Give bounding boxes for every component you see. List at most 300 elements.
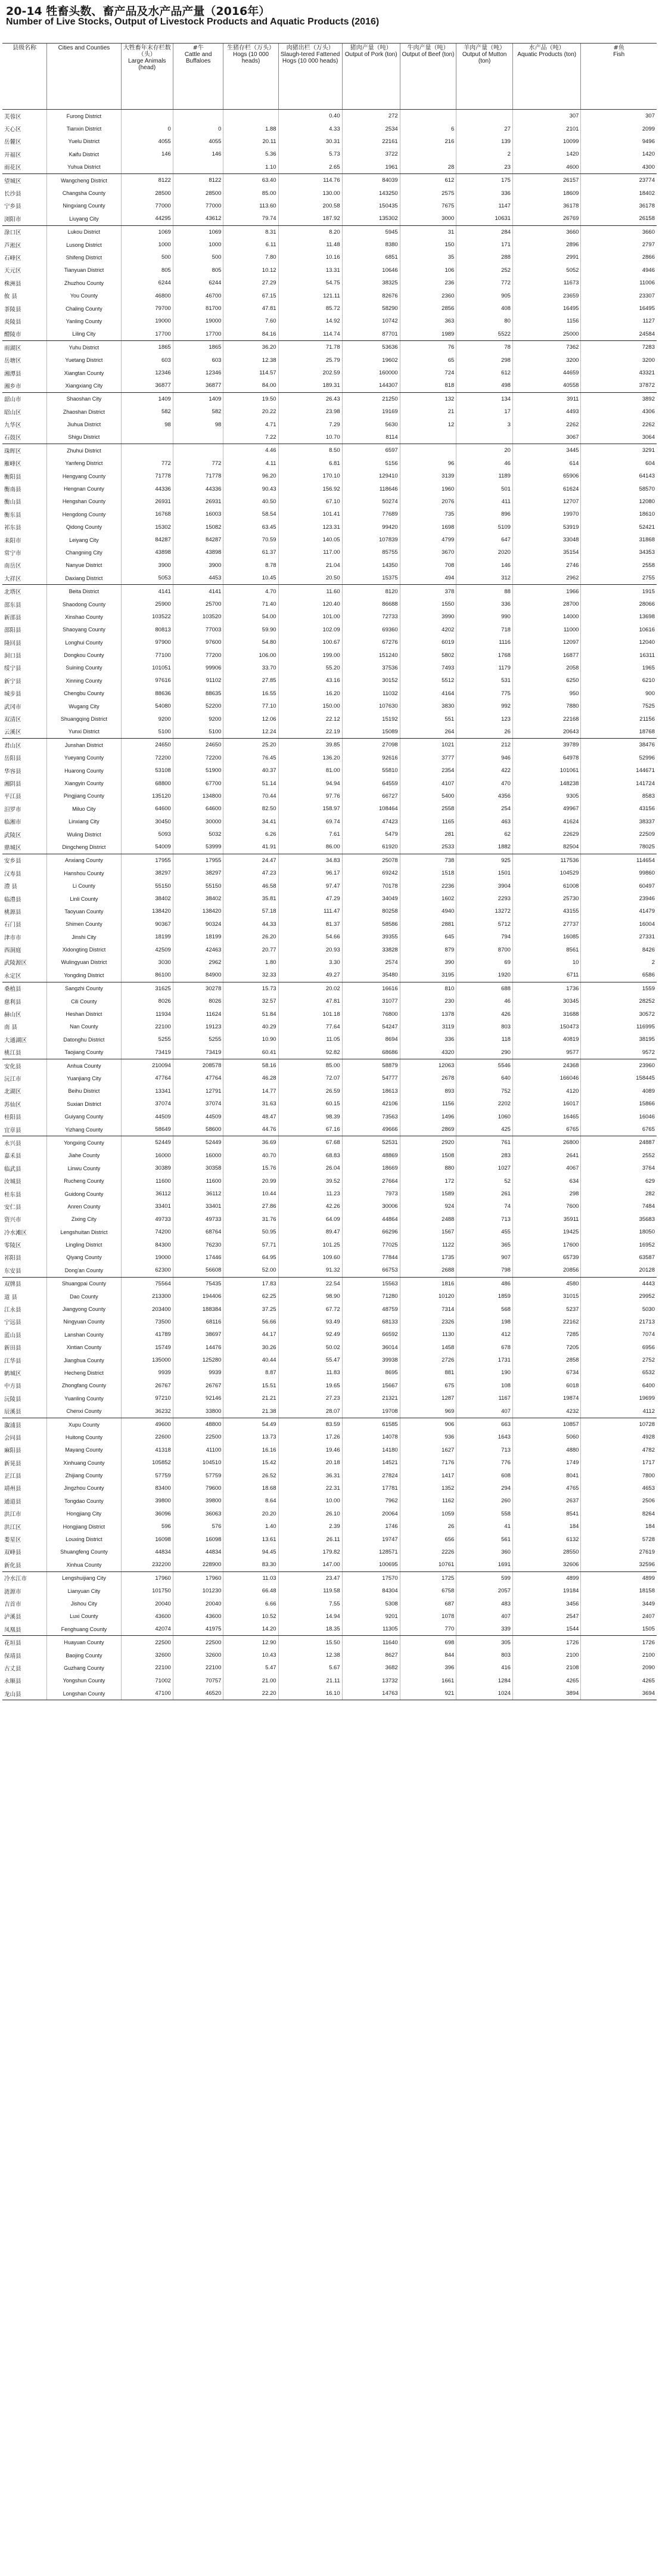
value-cell: 51.84 — [223, 1008, 278, 1020]
value-cell: 1768 — [456, 649, 513, 661]
value-cell: 87701 — [342, 328, 400, 341]
value-cell: 6244 — [121, 277, 173, 289]
county-name-zh: 会同县 — [4, 1434, 21, 1442]
value-cell: 1078 — [400, 1610, 456, 1623]
value-cell: 54.66 — [278, 931, 342, 943]
value-cell: 70.44 — [223, 790, 278, 802]
value-cell: 156.92 — [278, 482, 342, 495]
value-cell: 378 — [400, 585, 456, 598]
value-cell: 2226 — [400, 1546, 456, 1558]
value-cell: 46 — [456, 995, 513, 1008]
value-cell: 26 — [456, 726, 513, 739]
header-row — [2, 44, 657, 110]
column-header — [173, 44, 223, 110]
value-cell: 1567 — [400, 1226, 456, 1238]
value-cell: 3900 — [173, 559, 223, 572]
value-cell: 14000 — [512, 610, 581, 623]
value-cell: 24584 — [581, 328, 657, 341]
table-row — [2, 161, 657, 174]
value-cell: 40.44 — [223, 1354, 278, 1366]
county-name-en: Xupu County — [47, 1418, 121, 1431]
county-name-en: Zixing City — [47, 1213, 121, 1226]
value-cell: 26.43 — [278, 392, 342, 405]
value-cell: 2488 — [400, 1213, 456, 1226]
value-cell: 49666 — [342, 1123, 400, 1136]
value-cell: 11006 — [581, 277, 657, 289]
county-name-en: Nan County — [47, 1021, 121, 1033]
value-cell: 26.52 — [223, 1469, 278, 1481]
county-name-zh: 汨罗市 — [4, 806, 21, 813]
value-cell: 91102 — [173, 674, 223, 687]
value-cell: 19.46 — [278, 1444, 342, 1456]
value-cell: 47100 — [121, 1687, 173, 1700]
value-cell: 20.93 — [278, 943, 342, 956]
county-name-zh: 洞口县 — [4, 653, 21, 660]
table-body — [2, 110, 657, 1700]
value-cell: 81.37 — [278, 918, 342, 931]
value-cell: 40.70 — [223, 1149, 278, 1162]
table-row — [2, 1636, 657, 1649]
table-row — [2, 572, 657, 585]
county-name-zh: 临湘市 — [4, 819, 21, 826]
value-cell: 80 — [456, 315, 513, 327]
value-cell: 62300 — [121, 1264, 173, 1277]
value-cell: 15.42 — [223, 1456, 278, 1469]
county-name-en: Yongding District — [47, 969, 121, 982]
value-cell: 93.49 — [278, 1316, 342, 1328]
county-name-en: Longshan County — [47, 1687, 121, 1700]
county-name-zh: 邵东县 — [4, 602, 21, 609]
value-cell: 36178 — [581, 200, 657, 212]
county-name-zh: 绥宁县 — [4, 665, 21, 672]
value-cell: 25.20 — [223, 739, 278, 752]
value-cell: 26.04 — [278, 1162, 342, 1174]
column-header-en: Slaugh-tered Fattened Hogs (10 000 heads) — [280, 51, 340, 64]
value-cell: 97900 — [121, 636, 173, 649]
table-row — [2, 1661, 657, 1674]
value-cell: 675 — [400, 1380, 456, 1392]
value-cell: 134800 — [173, 790, 223, 802]
value-cell: 10631 — [456, 212, 513, 225]
column-header-zh: #鱼 — [613, 45, 624, 51]
value-cell: 2108 — [512, 1661, 581, 1674]
value-cell: 2641 — [512, 1149, 581, 1162]
value-cell: 30278 — [173, 982, 223, 995]
county-name-zh: 蓝山县 — [4, 1332, 21, 1339]
value-cell: 98.39 — [278, 1110, 342, 1123]
value-cell: 1458 — [400, 1341, 456, 1354]
value-cell: 15089 — [342, 726, 400, 739]
county-name-en: Suxian District — [47, 1098, 121, 1110]
county-name-zh: 九华区 — [4, 422, 21, 429]
value-cell: 4443 — [581, 1277, 657, 1290]
value-cell: 7493 — [400, 662, 456, 674]
county-name-zh: 湘阴县 — [4, 781, 21, 788]
value-cell: 74200 — [121, 1226, 173, 1238]
county-name-zh: 津市市 — [4, 934, 21, 941]
value-cell: 0.40 — [278, 110, 342, 123]
value-cell: 199.00 — [278, 649, 342, 661]
value-cell: 172 — [400, 1174, 456, 1187]
county-name-zh: 宁乡县 — [4, 203, 21, 210]
value-cell: 4899 — [581, 1571, 657, 1585]
value-cell: 36014 — [342, 1341, 400, 1354]
county-name-zh: 沅陵县 — [4, 1396, 21, 1403]
table-row — [2, 187, 657, 199]
county-name-zh: 芙蓉区 — [4, 113, 21, 120]
value-cell: 22500 — [121, 1636, 173, 1649]
value-cell: 494 — [400, 572, 456, 585]
table-row — [2, 1533, 657, 1545]
value-cell: 1882 — [456, 841, 513, 854]
value-cell: 52421 — [581, 521, 657, 534]
county-name-en: Xinhuang County — [47, 1456, 121, 1469]
value-cell: 13.73 — [223, 1431, 278, 1443]
value-cell: 30345 — [512, 995, 581, 1008]
value-cell: 101230 — [173, 1585, 223, 1597]
table-row — [2, 879, 657, 892]
county-name-zh: 永定区 — [2, 969, 47, 982]
value-cell: 39789 — [512, 739, 581, 752]
value-cell: 22100 — [121, 1021, 173, 1033]
value-cell: 561 — [456, 1533, 513, 1545]
value-cell: 3449 — [581, 1597, 657, 1610]
value-cell: 1505 — [581, 1623, 657, 1636]
value-cell: 8.87 — [223, 1366, 278, 1379]
value-cell: 5156 — [342, 457, 400, 470]
table-row — [2, 302, 657, 315]
value-cell: 38402 — [173, 892, 223, 905]
value-cell: 14078 — [342, 1431, 400, 1443]
value-cell: 10646 — [342, 264, 400, 277]
value-cell: 22.31 — [278, 1482, 342, 1495]
county-name-en: Chengbu County — [47, 687, 121, 700]
county-name-zh: 涟源市 — [4, 1588, 21, 1595]
value-cell — [400, 148, 456, 160]
county-name-en: Changsha County — [47, 187, 121, 199]
county-name-zh: 凤凰县 — [2, 1623, 47, 1636]
county-name-zh: 芷江县 — [4, 1473, 21, 1480]
value-cell: 63.45 — [223, 521, 278, 534]
value-cell: 640 — [456, 1072, 513, 1084]
table-row — [2, 1033, 657, 1046]
value-cell: 88 — [456, 585, 513, 598]
value-cell: 19.50 — [223, 392, 278, 405]
value-cell: 144671 — [581, 764, 657, 777]
county-name-en: Datonghu District — [47, 1033, 121, 1046]
value-cell: 30389 — [121, 1162, 173, 1174]
value-cell: 2076 — [400, 495, 456, 508]
value-cell: 290 — [456, 1046, 513, 1059]
value-cell: 21.21 — [223, 1392, 278, 1405]
table-row — [2, 1571, 657, 1585]
value-cell: 1559 — [581, 982, 657, 995]
table-row — [2, 521, 657, 534]
value-cell: 16098 — [173, 1533, 223, 1545]
value-cell: 2354 — [400, 764, 456, 777]
value-cell: 190 — [456, 1366, 513, 1379]
value-cell: 283 — [456, 1149, 513, 1162]
value-cell: 57759 — [121, 1469, 173, 1481]
value-cell: 69360 — [342, 624, 400, 636]
value-cell: 37872 — [581, 379, 657, 392]
value-cell: 5400 — [400, 790, 456, 802]
value-cell: 1069 — [121, 225, 173, 238]
value-cell: 17960 — [121, 1571, 173, 1585]
value-cell: 50.02 — [278, 1341, 342, 1354]
value-cell: 10120 — [400, 1290, 456, 1303]
value-cell: 27.86 — [223, 1200, 278, 1213]
value-cell: 34353 — [581, 546, 657, 559]
value-cell: 3064 — [581, 431, 657, 444]
value-cell: 22629 — [512, 828, 581, 841]
value-cell: 23307 — [581, 289, 657, 302]
value-cell: 27098 — [342, 739, 400, 752]
value-cell: 43321 — [581, 367, 657, 379]
value-cell: 52996 — [581, 752, 657, 764]
value-cell: 40558 — [512, 379, 581, 392]
value-cell: 604 — [581, 457, 657, 470]
value-cell — [456, 431, 513, 444]
value-cell: 3.30 — [278, 956, 342, 969]
table-row — [2, 110, 657, 123]
county-name-en: Shuangpai County — [47, 1277, 121, 1290]
value-cell: 13.31 — [278, 264, 342, 277]
table-row — [2, 1059, 657, 1072]
county-name-zh: 慈利县 — [4, 999, 21, 1006]
county-name-zh: 北湖区 — [4, 1089, 21, 1096]
county-name-en: Changning City — [47, 546, 121, 559]
value-cell — [400, 444, 456, 457]
column-header-en: Output of Pork (ton) — [344, 51, 397, 58]
table-row — [2, 1431, 657, 1443]
value-cell: 71778 — [173, 470, 223, 482]
value-cell: 7675 — [400, 200, 456, 212]
county-name-en: Yuhua District — [47, 161, 121, 174]
county-name-en: Cili County — [47, 995, 121, 1008]
value-cell: 35.81 — [223, 892, 278, 905]
value-cell: 18.68 — [223, 1482, 278, 1495]
value-cell: 5630 — [342, 418, 400, 430]
value-cell: 30.31 — [278, 135, 342, 148]
value-cell: 3000 — [400, 212, 456, 225]
value-cell: 1731 — [456, 1354, 513, 1366]
value-cell: 5030 — [581, 1303, 657, 1315]
value-cell: 55.47 — [278, 1354, 342, 1366]
value-cell: 107630 — [342, 700, 400, 712]
value-cell: 5546 — [456, 1059, 513, 1072]
value-cell: 1060 — [456, 1110, 513, 1123]
value-cell: 54.80 — [223, 636, 278, 649]
value-cell: 9201 — [342, 1610, 400, 1623]
value-cell: 2058 — [512, 662, 581, 674]
table-row — [2, 905, 657, 917]
county-name-zh: 大祥区 — [2, 572, 47, 585]
county-name-en: Qiyang County — [47, 1251, 121, 1264]
value-cell: 101.18 — [278, 1008, 342, 1020]
value-cell: 147.00 — [278, 1558, 342, 1571]
county-name-en: Yongshun County — [47, 1675, 121, 1687]
county-name-en: Lusong District — [47, 238, 121, 251]
value-cell: 59.90 — [223, 624, 278, 636]
value-cell: 144307 — [342, 379, 400, 392]
value-cell: 2746 — [512, 559, 581, 572]
value-cell: 2574 — [342, 956, 400, 969]
value-cell: 6.66 — [223, 1597, 278, 1610]
value-cell: 101750 — [121, 1585, 173, 1597]
value-cell: 60497 — [581, 879, 657, 892]
value-cell: 8114 — [342, 431, 400, 444]
county-name-en: Longhui County — [47, 636, 121, 649]
county-name-zh: 华容县 — [4, 768, 21, 775]
county-name-zh: 桃江县 — [2, 1046, 47, 1059]
value-cell: 42074 — [121, 1623, 173, 1636]
county-name-zh: 耒阳市 — [4, 537, 21, 544]
value-cell: 117.00 — [278, 546, 342, 559]
value-cell: 41.91 — [223, 841, 278, 854]
value-cell: 27824 — [342, 1469, 400, 1481]
value-cell: 85755 — [342, 546, 400, 559]
value-cell: 30006 — [342, 1200, 400, 1213]
value-cell: 49733 — [121, 1213, 173, 1226]
value-cell: 37.25 — [223, 1303, 278, 1315]
table-row — [2, 1546, 657, 1558]
value-cell: 14.94 — [278, 1610, 342, 1623]
county-name-zh: 武陵源区 — [4, 960, 27, 967]
value-cell: 307 — [581, 110, 657, 123]
county-name-en: Shaoyang County — [47, 624, 121, 636]
table-row — [2, 892, 657, 905]
value-cell: 17446 — [173, 1251, 223, 1264]
value-cell: 463 — [456, 815, 513, 827]
value-cell: 67.15 — [223, 289, 278, 302]
value-cell: 8041 — [512, 1469, 581, 1481]
value-cell: 1021 — [400, 739, 456, 752]
value-cell — [173, 444, 223, 457]
value-cell: 44.76 — [223, 1123, 278, 1136]
value-cell: 1059 — [400, 1508, 456, 1520]
value-cell: 1589 — [400, 1188, 456, 1200]
table-title-chinese: 20-14 牲畜头数、畜产品及水产品产量（2016年） — [6, 5, 271, 18]
value-cell: 57.71 — [223, 1238, 278, 1251]
value-cell: 138420 — [173, 905, 223, 917]
county-name-en: Yanling County — [47, 315, 121, 327]
value-cell: 365 — [456, 1238, 513, 1251]
table-row — [2, 457, 657, 470]
table-row — [2, 1520, 657, 1533]
value-cell: 2099 — [581, 122, 657, 135]
value-cell: 32606 — [512, 1558, 581, 1571]
value-cell: 1409 — [121, 392, 173, 405]
value-cell: 1147 — [456, 200, 513, 212]
value-cell: 907 — [456, 1251, 513, 1264]
table-row — [2, 867, 657, 879]
value-cell: 7.61 — [278, 828, 342, 841]
value-cell: 1000 — [173, 238, 223, 251]
value-cell: 52449 — [121, 1136, 173, 1149]
value-cell: 39800 — [121, 1495, 173, 1507]
table-row — [2, 1354, 657, 1366]
county-name-en: Kaifu District — [47, 148, 121, 160]
value-cell: 17700 — [121, 328, 173, 341]
value-cell: 4899 — [512, 1571, 581, 1585]
value-cell: 1417 — [400, 1469, 456, 1481]
value-cell: 4141 — [121, 585, 173, 598]
table-row — [2, 148, 657, 160]
value-cell: 210094 — [121, 1059, 173, 1072]
county-name-zh: 湘乡市 — [2, 379, 47, 392]
value-cell: 90367 — [121, 918, 173, 931]
value-cell: 18050 — [581, 1226, 657, 1238]
county-name-zh: 新邵县 — [4, 614, 21, 621]
value-cell: 2920 — [400, 1136, 456, 1149]
value-cell: 1602 — [400, 892, 456, 905]
value-cell: 16046 — [581, 1110, 657, 1123]
value-cell: 2407 — [581, 1610, 657, 1623]
table-row — [2, 1136, 657, 1149]
value-cell: 5093 — [121, 828, 173, 841]
value-cell: 43612 — [173, 212, 223, 225]
value-cell: 69242 — [342, 867, 400, 879]
value-cell: 36.20 — [223, 341, 278, 354]
table-row — [2, 956, 657, 969]
value-cell: 28700 — [512, 598, 581, 610]
county-name-zh: 安化县 — [4, 1063, 21, 1070]
value-cell: 23960 — [581, 1059, 657, 1072]
county-name-zh: 泸溪县 — [4, 1614, 21, 1621]
value-cell: 40.50 — [223, 495, 278, 508]
value-cell: 2236 — [400, 879, 456, 892]
value-cell: 8426 — [581, 943, 657, 956]
value-cell: 8122 — [121, 173, 173, 187]
value-cell: 90324 — [173, 918, 223, 931]
value-cell: 31 — [400, 225, 456, 238]
value-cell: 88635 — [173, 687, 223, 700]
value-cell: 132 — [400, 392, 456, 405]
table-row — [2, 1558, 657, 1571]
value-cell: 1116 — [456, 636, 513, 649]
value-cell: 230 — [400, 995, 456, 1008]
value-cell: 16616 — [342, 982, 400, 995]
value-cell: 65 — [400, 354, 456, 366]
value-cell: 336 — [456, 598, 513, 610]
value-cell: 2869 — [400, 1123, 456, 1136]
value-cell: 735 — [400, 508, 456, 520]
county-name-en: Yuanling County — [47, 1392, 121, 1405]
county-name-zh: 桂东县 — [4, 1191, 21, 1198]
value-cell: 61.37 — [223, 546, 278, 559]
value-cell: 30358 — [173, 1162, 223, 1174]
value-cell: 500 — [173, 251, 223, 264]
value-cell: 805 — [173, 264, 223, 277]
value-cell: 20.99 — [223, 1174, 278, 1187]
table-row — [2, 1290, 657, 1303]
value-cell: 19184 — [512, 1585, 581, 1597]
county-name-zh: 石峰区 — [4, 255, 21, 262]
value-cell: 20.11 — [223, 135, 278, 148]
value-cell: 43898 — [173, 546, 223, 559]
value-cell: 36096 — [121, 1508, 173, 1520]
table-row — [2, 624, 657, 636]
value-cell: 31.76 — [223, 1213, 278, 1226]
value-cell: 22162 — [512, 1316, 581, 1328]
value-cell: 23 — [456, 161, 513, 174]
county-name-en: Dongkou County — [47, 649, 121, 661]
table-row — [2, 1469, 657, 1481]
value-cell: 4782 — [581, 1444, 657, 1456]
value-cell: 10742 — [342, 315, 400, 327]
value-cell: 8.31 — [223, 225, 278, 238]
